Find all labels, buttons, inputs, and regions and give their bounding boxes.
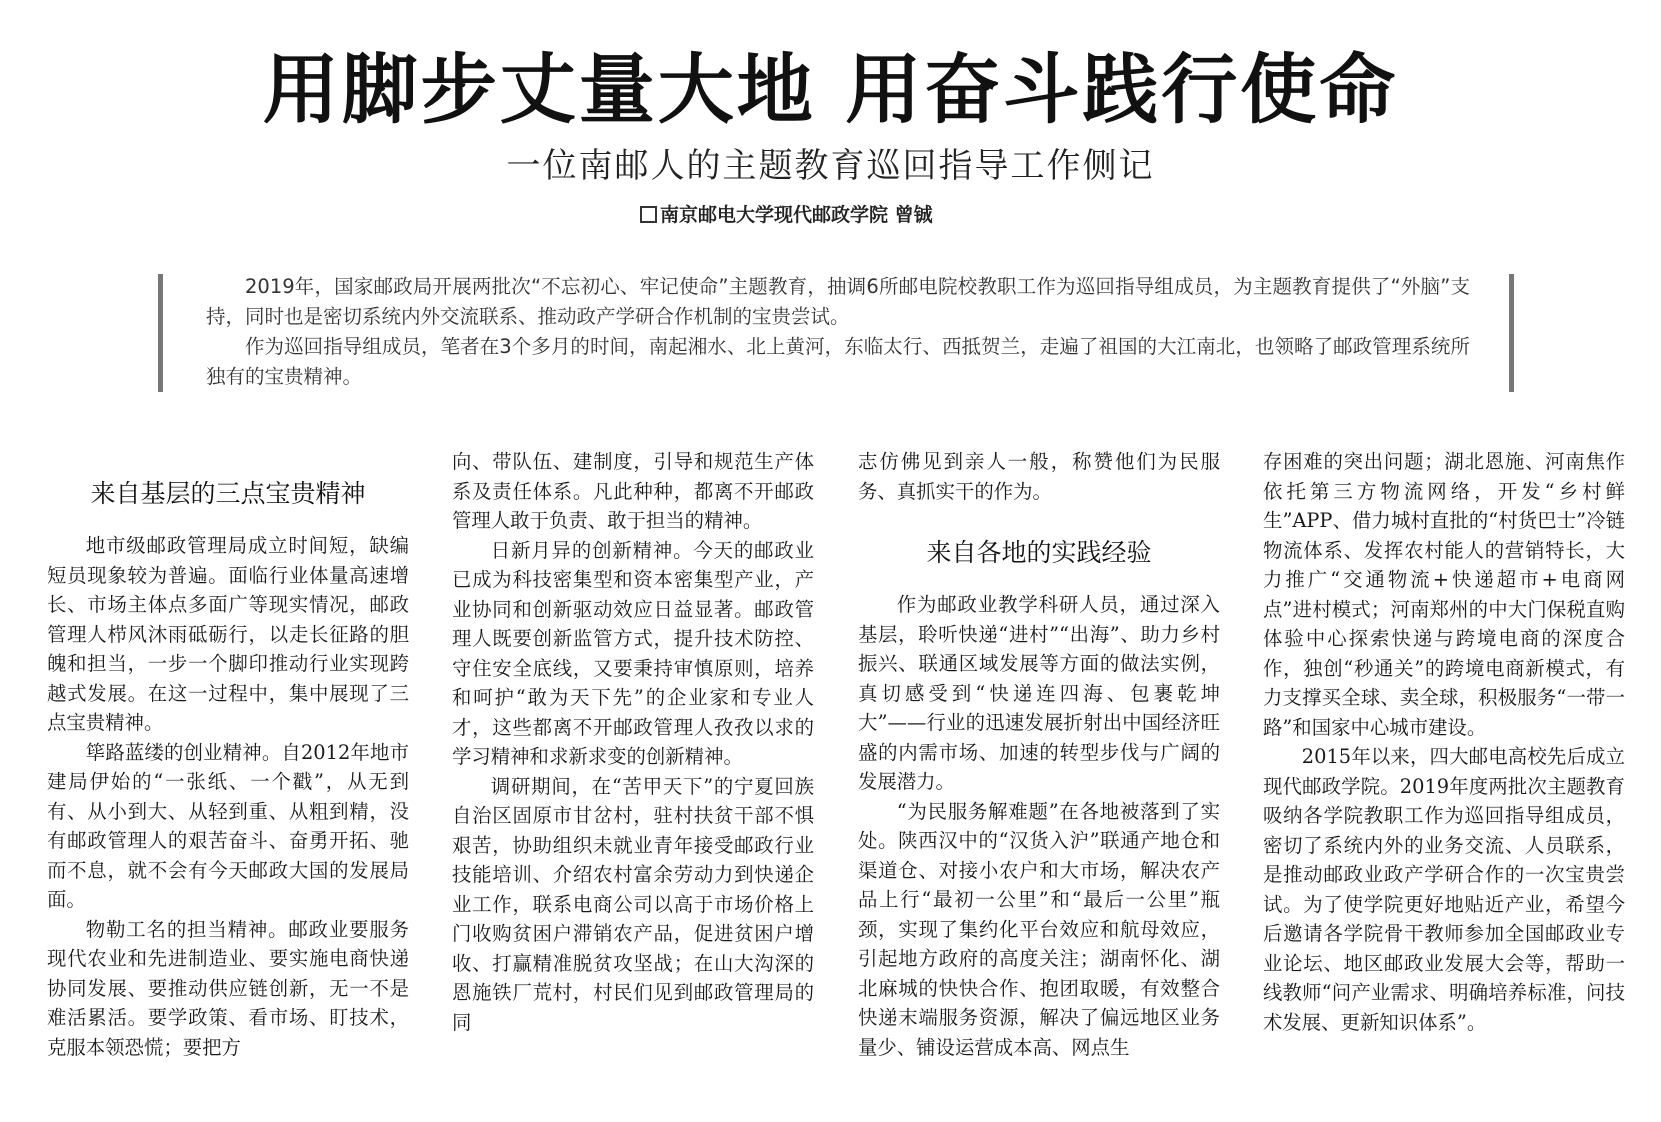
body-paragraph: 向、带队伍、建制度，引导和规范生产体系及责任体系。凡此种种，都离不开邮政管理人敢于负责、敢于担当的精神。 [452, 450, 814, 532]
headline: 用脚步丈量大地 用奋斗践行使命 [262, 45, 1399, 134]
body-paragraph: 存困难的突出问题；湖北恩施、河南焦作依托第三方物流网络，开发“乡村鲜生”APP、借力城村直批的“村货巴士”冷链物流体系、发挥农村能人的营销特长，大力推广“交通物流+快递超市+电商网点”进村模式；河南郑州的中大门保税直购体验中心探索快递与跨境电商的深度合作，独创“秒通关”的跨境电商新模式，有力支撑买全球、卖全球，积极服务“一带一路”和国家中心城市建设。 [1263, 450, 1625, 739]
body-paragraph: 筚路蓝缕的创业精神。自2012年地市建局伊始的“一张纸、一个戳”，从无到有、从小到大、从轻到重、从粗到精，没有邮政管理人的艰苦奋斗、奋勇开拓、驰而不息，就不会有今天邮政大国的发展局面。 [47, 740, 409, 911]
body-paragraph: 2015年以来，四大邮电高校先后成立现代邮政学院。2019年度两批次主题教育吸纳各学院教职工作为巡回指导组成员，密切了系统内外的业务交流、人员联系，是推动邮政业政产学研合作的一次宝贵尝试。为了使学院更好地贴近产业，希望今后邀请各学院骨干教师参加全国邮政业专业论坛、地区邮政业发展大会等，帮助一线教师“问产业需求、明确培养标准，问技术发展、更新知识体系”。 [1263, 745, 1625, 1034]
body-paragraph: 日新月异的创新精神。今天的邮政业已成为科技密集型和资本密集型产业，产业协同和创新驱动效应日益显著。邮政管理人既要创新监管方式，提升技术防控、守住安全底线，又要秉持审慎原则，培养和呵护“敢为天下先”的企业家和专业人才，这些都离不开邮政管理人孜孜以求的学习精神和求新求变的创新精神。 [452, 538, 814, 768]
column-1 [47, 447, 409, 1062]
byline-box-icon [640, 206, 657, 223]
body-paragraph: 作为邮政业教学科研人员，通过深入基层，聆听快递“进村”“出海”、助力乡村振兴、联通区域发展等方面的做法实例，真切感受到“快递连四海、包裹乾坤大”——行业的迅速发展折射出中国经济旺盛的内需市场、加速的转型步伐与广阔的发展潜力。 [858, 593, 1220, 793]
body-paragraph: 调研期间，在“苦甲天下”的宁夏回族自治区固原市甘岔村，驻村扶贫干部不惧艰苦，协助组织未就业青年接受邮政行业技能培训、介绍农村富余劳动力到快递企业工作，联系电商公司以高于市场价格上门收购贫困户滞销农产品，促进贫困户增收、打赢精准脱贫攻坚战；在山大沟深的恩施铁厂荒村，村民们见到邮政管理局的同 [452, 774, 814, 1034]
body-paragraph: “为民服务解难题”在各地被落到了实处。陕西汉中的“汉货入沪”联通产地仓和渠道仓、对接小农户和大市场，解决农产品上行“最初一公里”和“最后一公里”瓶颈，实现了集约化平台效应和航母效应，引起地方政府的高度关注；湖南怀化、湖北麻城的快快合作、抱团取暖，有效整合快递末端服务资源，解决了偏远地区业务量少、铺设运营成本高、网点生 [858, 799, 1220, 1059]
subheadline: 一位南邮人的主题教育巡回指导工作侧记 [506, 146, 1155, 186]
section-heading-grassroots: 来自基层的三点宝贵精神 [90, 479, 366, 508]
intro-left-bar [158, 274, 163, 392]
body-paragraph: 志仿佛见到亲人一般，称赞他们为民服务、真抓实干的作为。 [858, 450, 1220, 503]
intro-paragraph: 作为巡回指导组成员，笔者在3个多月的时间，南起湘水、北上黄河，东临太行、西抵贺兰，走遍了祖国的大江南北，也领略了邮政管理系统所独有的宝贵精神。 [206, 335, 1470, 388]
intro-right-bar [1509, 274, 1514, 392]
column-2 [452, 447, 814, 1037]
byline-text: 南京邮电大学现代邮政学院 曾铖 [660, 204, 933, 226]
intro-box [158, 272, 1514, 394]
byline [640, 200, 933, 230]
column-3 [858, 447, 1220, 1062]
intro-paragraph: 2019年，国家邮政局开展两批次“不忘初心、牢记使命”主题教育，抽调6所邮电院校教职工作为巡回指导组成员，为主题教育提供了“外脑”支持，同时也是密切系统内外交流联系、推动政产学研合作机制的宝贵尝试。 [206, 275, 1470, 328]
section-heading-practice: 来自各地的实践经验 [926, 538, 1152, 567]
body-paragraph: 物勒工名的担当精神。邮政业要服务现代农业和先进制造业、要实施电商快递协同发展、要推动供应链创新，无一不是难活累活。要学政策、看市场、盯技术，克服本领恐慌；要把方 [47, 917, 409, 1059]
body-paragraph: 地市级邮政管理局成立时间短，缺编短员现象较为普遍。面临行业体量高速增长、市场主体点多面广等现实情况，邮政管理人栉风沐雨砥砺行，以走长征路的胆魄和担当，一步一个脚印推动行业实现跨越式发展。在这一过程中，集中展现了三点宝贵精神。 [47, 534, 409, 734]
column-4 [1263, 447, 1625, 1037]
